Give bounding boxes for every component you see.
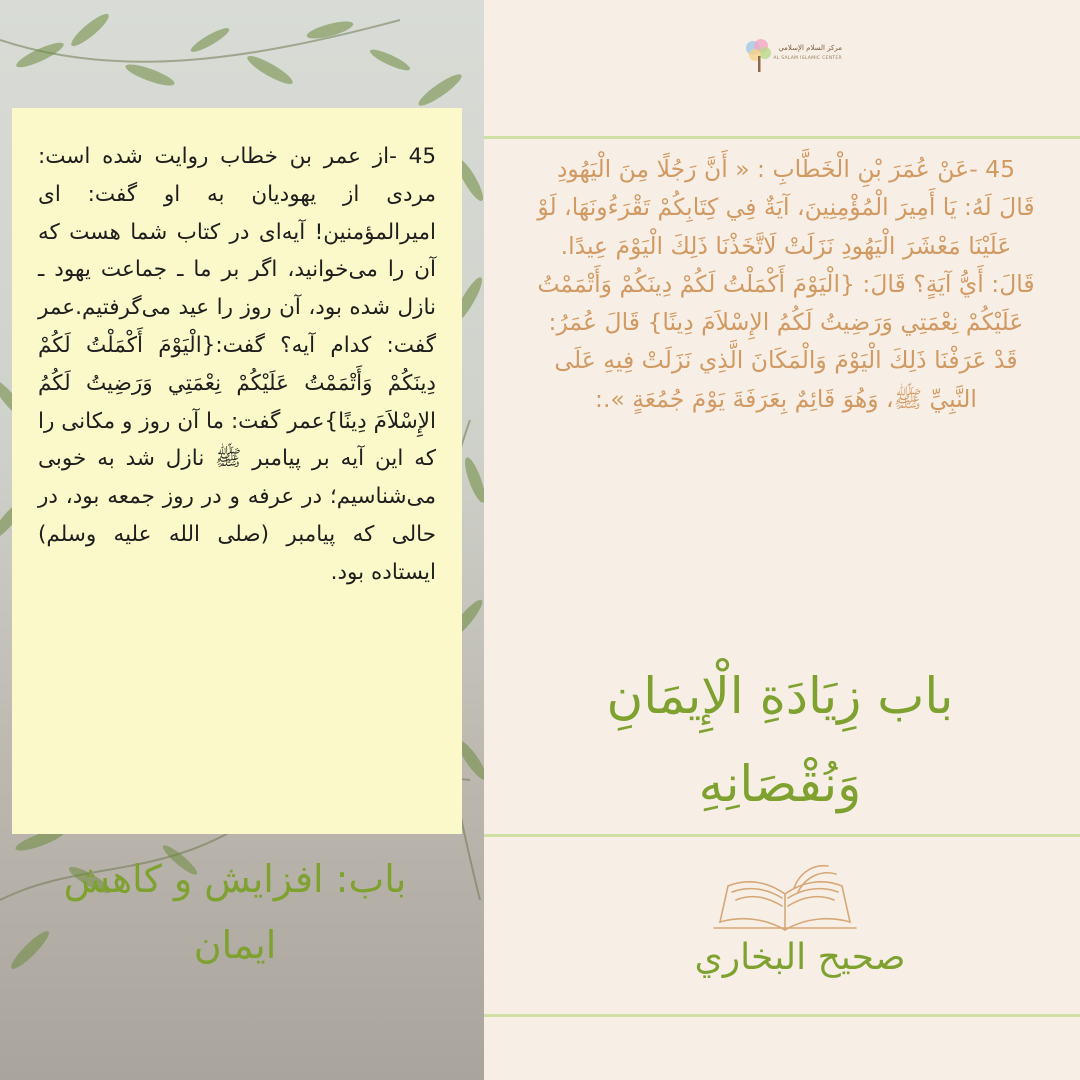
arabic-chapter-title: باب زِيَادَةِ الْإِيمَانِ وَنُقْصَانِهِ — [606, 667, 954, 813]
divider-middle — [484, 834, 1080, 837]
divider-top — [484, 136, 1080, 139]
background-photo-panel — [0, 0, 484, 1080]
persian-hadith-card — [12, 108, 462, 834]
persian-chapter-title: باب: افزایش و کاهش ایمان — [63, 857, 407, 967]
arabic-hadith-text: 45 -عَنْ عُمَرَ بْنِ الْخَطَّابِ : « أَنَّ رَجُلًا مِنَ الْيَهُودِ قَالَ لَهُ: يَا أَمِيرَ الْمُؤْمِنِينَ، آيَةٌ فِي كِتَابِكُمْ تَقْرَءُونَهَا، لَوْ عَلَيْنَا مَعْشَرَ الْيَهُودِ نَزَلَتْ لَاتَّخَذْنَا ذَلِكَ الْيَوْمَ عِيدًا. قَالَ: أَيُّ آيَةٍ؟ قَالَ: {الْيَوْمَ أَكْمَلْتُ لَكُمْ دِينَكُمْ وَأَتْمَمْتُ عَلَيْكُمْ نِعْمَتِي وَرَضِيتُ لَكُمُ الإِسْلاَمَ دِينًا} قَالَ عُمَرُ: قَدْ عَرَفْنَا ذَلِكَ الْيَوْمَ وَالْمَكَانَ الَّذِي نَزَلَتْ فِيهِ عَلَى النَّبِيِّ ﷺ، وَهُوَ قَائِمٌ بِعَرَفَةَ يَوْمَ جُمُعَةٍ ».: — [537, 155, 1035, 413]
logo-name: مركز السلام الإسلامي — [778, 44, 842, 52]
divider-bottom — [484, 1014, 1080, 1017]
tree-logo-icon — [744, 38, 774, 74]
logo-subtitle: AL SALAM ISLAMIC CENTER — [773, 56, 842, 61]
persian-hadith-text: 45 -از عمر بن خطاب روایت شده است: مردی از یهودیان به او گفت: ای امیرالمؤمنین! آیه‌ای در کتاب شما هست که آن را می‌خوانید، اگر بر ما ـ جماعت یهود ـ نازل شده بود، آن روز را عید می‌گرفتیم.عمر گفت: کدام آیه؟ گفت:{الْيَوْمَ أَكْمَلْتُ لَكُمْ دِينَكُمْ وَأَتْمَمْتُ عَلَيْكُمْ نِعْمَتِي وَرَضِيتُ لَكُمُ الإِسْلاَمَ دِينًا}عمر گفت: ما آن روز و مکانی را که این آیه بر پیامبر ﷺ نازل شد به خوبی می‌شناسیم؛ در عرفه و در روز جمعه بود، در حالی که پیامبر (صلی الله علیه وسلم) ایستاده بود. — [38, 144, 436, 585]
book-name: صحيح البخاري — [694, 937, 906, 978]
